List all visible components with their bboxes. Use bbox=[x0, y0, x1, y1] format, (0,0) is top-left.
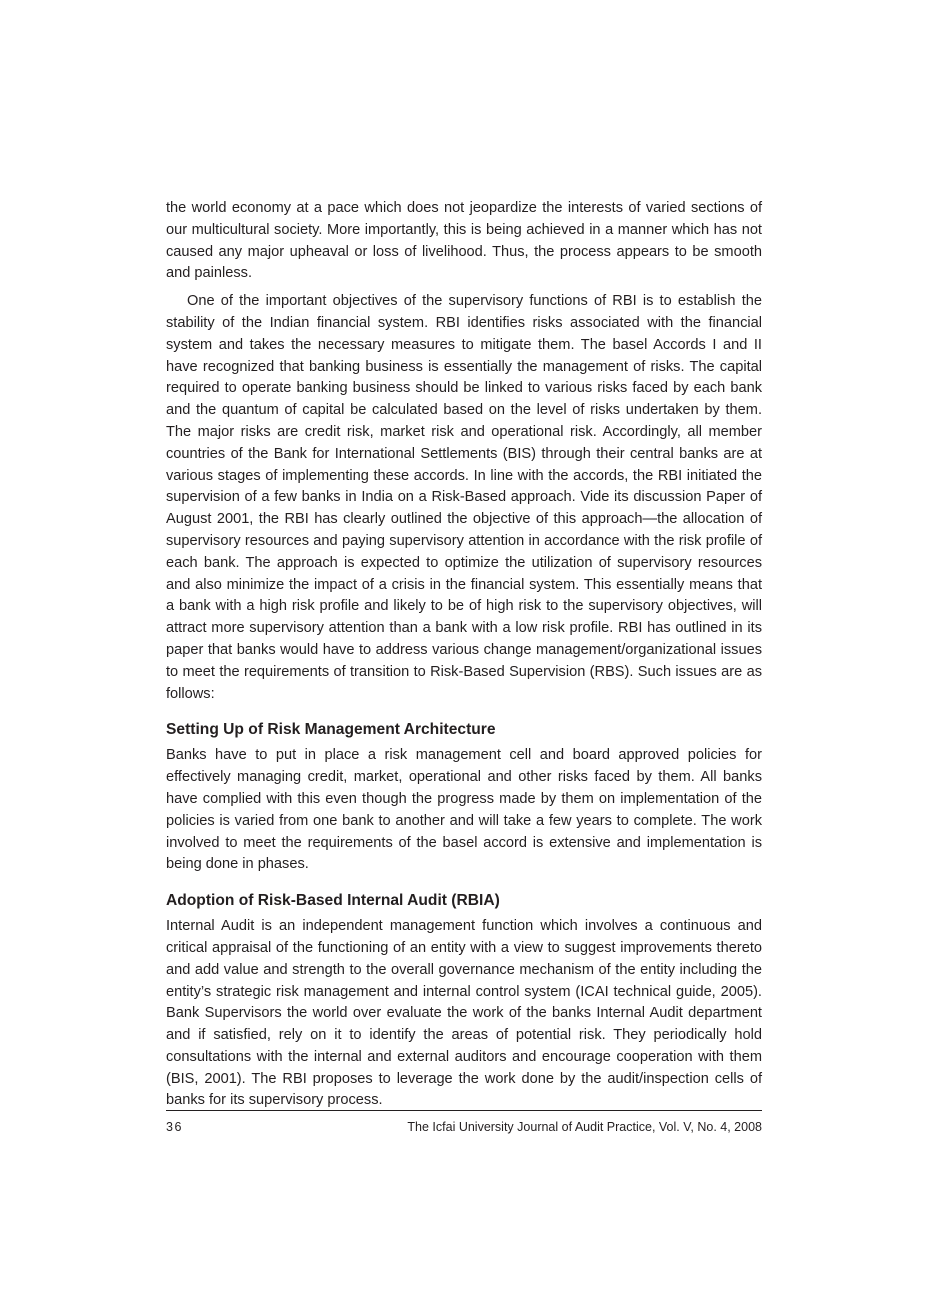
footer-rule bbox=[166, 1110, 762, 1111]
page-number: 36 bbox=[166, 1120, 183, 1134]
page-footer bbox=[166, 1119, 762, 1135]
journal-citation: The Icfai University Journal of Audit Practice, Vol. V, No. 4, 2008 bbox=[407, 1120, 762, 1134]
paragraph-risk-management: Banks have to put in place a risk management cell and board approved policies for effectively managing credit, market, operational and other risks faced by them. All banks have complied with this even though the progress made by them on implementation of the policies is varied from one bank to another and will take a few years to complete. The work involved to meet the requirements of the basel accord is extensive and implementation is being done in phases. bbox=[166, 747, 762, 873]
paragraph-rbi-objectives: One of the important objectives of the supervisory functions of RBI is to establish the stability of the Indian financial system. RBI identifies risks associated with the financial system and takes the necessary measures to mitigate them. The basel Accords I and II have recognized that banking business is essentially the management of risks. The capital required to operate banking business should be linked to various risks faced by each bank and the quantum of capital be calculated based on the level of risks undertaken by them. The major risks are credit risk, market risk and operational risk. Accordingly, all member countries of the Bank for International Settlements (BIS) through their central banks are at various stages of implementing these accords. In line with the accords, the RBI initiated the supervision of a few banks in India on a Risk-Based approach. Vide its discussion Paper of August 2001, the RBI has clearly outlined the objective of this approach—the allocation of supervisory resources and paying supervisory attention in accordance with the risk profile of each bank. The approach is expected to optimize the utilization of supervisory resources and also minimize the impact of a crisis in the financial system. This essentially means that a bank with a high risk profile and likely to be of high risk to the supervisory objectives, will attract more supervisory attention than a bank with a low risk profile. RBI has outlined in its paper that banks would have to address various change management/organizational issues to meet the requirements of transition to Risk-Based Supervision (RBS). Such issues are as follows: bbox=[166, 293, 762, 702]
section-heading-rbia: Adoption of Risk-Based Internal Audit (RBIA) bbox=[166, 892, 500, 910]
paragraph-rbia: Internal Audit is an independent management function which involves a continuous and critical appraisal of the functioning of an entity with a view to suggest improvements thereto and add value and strength to the overall governance mechanism of the entity including the entity’s strategic risk management and internal control system (ICAI technical guide, 2005). Bank Supervisors the world over evaluate the work of the banks Internal Audit department and if satisfied, rely on it to identify the areas of potential risk. They periodically hold consultations with the internal and external auditors and encourage cooperation with them (BIS, 2001). The RBI proposes to leverage the work done by the audit/inspection cells of banks for its supervisory process. bbox=[166, 918, 762, 1109]
page-body bbox=[166, 198, 762, 1112]
paragraph-continuation: the world economy at a pace which does not jeopardize the interests of varied sections of our multicultural society. More importantly, this is being achieved in a manner which has not caused any major upheaval or loss of livelihood. Thus, the process appears to be smooth and painless. bbox=[166, 200, 762, 282]
section-heading-risk-management: Setting Up of Risk Management Architecture bbox=[166, 721, 496, 739]
